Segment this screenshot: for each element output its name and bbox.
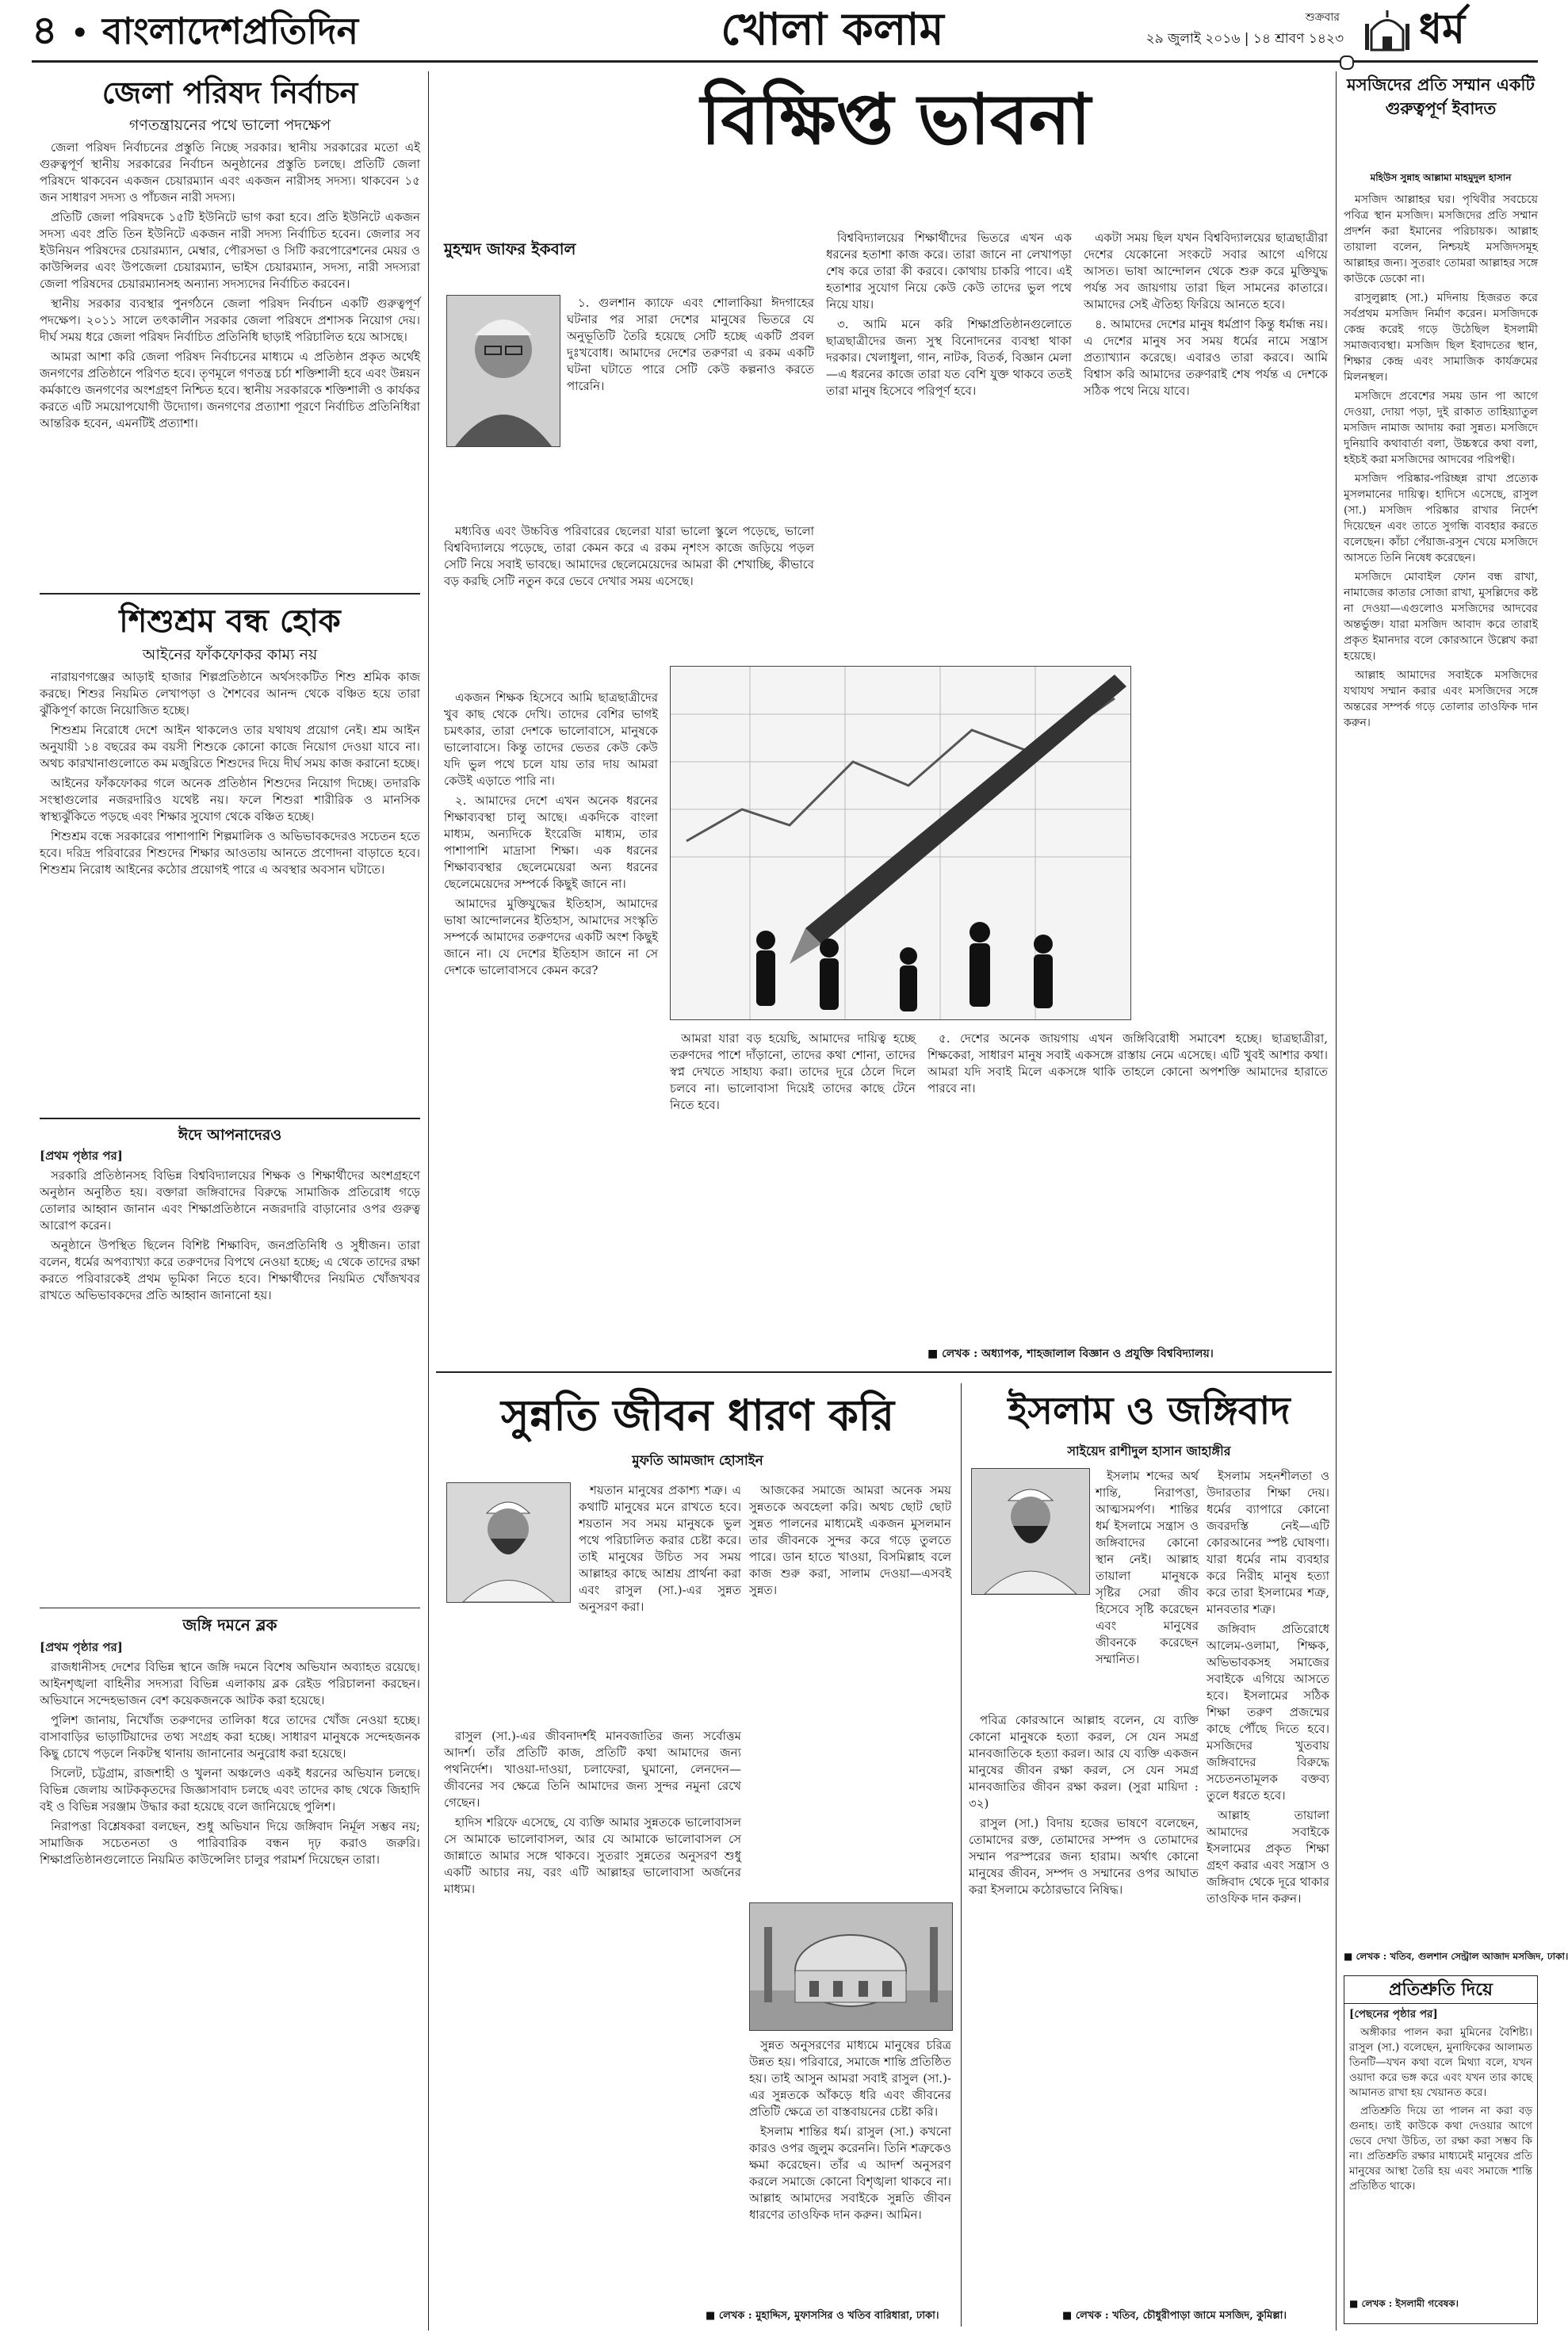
author-photo <box>446 295 560 447</box>
bullet-icon: • <box>71 17 89 49</box>
paper-name: বাংলাদেশপ্রতিদিন <box>102 10 359 52</box>
islam-paragraph: রাসুল (সা.) বিদায় হজের ভাষণে বলেছেন, তোমাদের রক্ত, তোমাদের সম্পদ ও তোমাদের সম্মান পরস্পরের জন্য হারাম। অর্থাৎ কোনো মানুষের জীবন, সম্পদ ও সম্মানের ওপর আঘাত করা ইসলামে কঠোরভাবে নিষিদ্ধ। <box>969 1816 1199 1897</box>
islam-col1-lower <box>969 1712 1199 2307</box>
main-article-paragraph: ২. আমাদের দেশে এখন অনেক ধরনের শিক্ষাব্যবস্থা চালু আছে। একদিকে বাংলা মাধ্যম, অন্যদিকে ইংরেজি মাধ্যম, তার পাশাপাশি মাদ্রাসা শিক্ষা। এক ধরনের শিক্ষাব্যবস্থার ছেলেমেয়েরা অন্য ধরনের ছেলেমেয়েদের সম্পর্কে কিছুই জানে না। <box>444 793 658 891</box>
sunnat-author-photo <box>446 1482 571 1603</box>
sunnat-paragraph: শয়তান মানুষের প্রকাশ্য শত্রু। এ কথাটি মানুষের মনে রাখতে হবে। শয়তান সব সময় মানুষকে ভুল পথে পরিচালিত করার চেষ্টা করে। তাই মানুষের উচিত সব সময় আল্লাহর কাছে আশ্রয় প্রার্থনা করা এবং রাসুল (সা.)-এর সুন্নত অনুসরণ করা। <box>579 1483 741 1614</box>
masjid-paragraph: মসজিদ আল্লাহর ঘর। পৃথিবীর সবচেয়ে পবিত্র স্থান মসজিদ। মসজিদের প্রতি সম্মান প্রদর্শন করা ইমানের পরিচায়ক। আল্লাহ তায়ালা বলেন, নিশ্চয়ই মসজিদসমূহ আল্লাহর জন্য। সুতরাং তোমরা আল্লাহর সঙ্গে কাউকে ডেকো না। <box>1344 193 1538 285</box>
sunnat-col1-top <box>579 1482 741 1720</box>
main-article-paragraph: ৪. আমাদের দেশের মানুষ ধর্মপ্রাণ কিন্তু ধর্মান্ধ নয়। এ দেশের মানুষ সব সময় ধর্মের নামে সন্ত্রাস প্রত্যাখ্যান করেছে। এবারও তারা করবে। আমি বিশ্বাস করি আমাদের তরুণরাই শেষ পর্যন্ত এ দেশকে সঠিক পথে নিয়ে যাবে। <box>1084 317 1328 398</box>
section-right-title: ধর্ম <box>1419 5 1466 53</box>
protisruti-paragraph: অঙ্গীকার পালন করা মুমিনের বৈশিষ্ট্য। রাসুল (সা.) বলেছেন, মুনাফিকের আলামত তিনটি—যখন কথা বলে মিথ্যা বলে, যখন ওয়াদা করে ভঙ্গ করে এবং যখন তার কাছে আমানত রাখা হয় খেয়ানত করে। <box>1349 2026 1532 2099</box>
islam-col1-top <box>1096 1468 1199 1706</box>
continued-jongi-paragraph: নিরাপত্তা বিশ্লেষকরা বলছেন, শুধু অভিযান দিয়ে জঙ্গিবাদ নির্মূল সম্ভব নয়; সামাজিক সচেতনতা ও পারিবারিক বন্ধন দৃঢ় করাও জরুরি। শিক্ষাপ্রতিষ্ঠানগুলোতে নিয়মিত কাউন্সেলিং চালুর পরামর্শ দিয়েছেন তারা। <box>40 1819 420 1867</box>
masjid-writer-note-text: লেখক : খতিব, গুলশান সেন্ট্রাল আজাদ মসজিদ, ঢাকা। <box>1356 1951 1568 1962</box>
issue-date: ২৯ জুলাই ২০১৬ | ১৪ শ্রাবণ ১৪২৩ <box>1145 31 1344 47</box>
islam-author-photo <box>971 1468 1090 1595</box>
main-article-writer-note-text: লেখক : অধ্যাপক, শাহজালাল বিজ্ঞান ও প্রযুক্তি বিশ্ববিদ্যালয়। <box>942 1348 1214 1360</box>
editorial1-paragraph: স্থানীয় সরকার ব্যবস্থার পুনর্গঠনে জেলা পরিষদ নির্বাচন একটি গুরুত্বপূর্ণ পদক্ষেপ। ২০১১ সালে তৎকালীন সরকার জেলা পরিষদে প্রশাসক নিয়োগ দেয়। দীর্ঘ সময় ধরে জেলা পরিষদ নির্বাচিত প্রতিনিধি ছাড়াই পরিচালিত হয়ে আসছে। <box>40 296 420 344</box>
main-article-writer-note <box>927 1344 1328 1363</box>
masthead-rule <box>32 60 1538 63</box>
protisruti-paragraph: প্রতিশ্রুতি দিয়ে তা পালন না করা বড় গুনাহ। তাই কাউকে কথা দেওয়ার আগে ভেবে দেখা উচিত, তা রক্ষা করা সম্ভব কি না। প্রতিশ্রুতি রক্ষার মাধ্যমেই মানুষের প্রতি মানুষের আস্থা তৈরি হয় এবং সমাজে শান্তি প্রতিষ্ঠিত থাকে। <box>1349 2105 1532 2193</box>
islam-paragraph: ইসলাম সহনশীলতা ও উদারতার শিক্ষা দেয়। ধর্মের ব্যাপারে কোনো জবরদস্তি নেই—এটি কোরআনের স্পষ্ট ঘোষণা। যারা ধর্মের নাম ব্যবহার করে নিরীহ মানুষ হত্যা করে তারা ইসলামের শত্রু, মানবতার শত্রু। <box>1207 1469 1329 1616</box>
continued-eid-paragraph: সরকারি প্রতিষ্ঠানসহ বিভিন্ন বিশ্ববিদ্যালয়ের শিক্ষক ও শিক্ষার্থীদের অংশগ্রহণে অনুষ্ঠান অনুষ্ঠিত হয়। বক্তারা জঙ্গিবাদের বিরুদ্ধে সামাজিক প্রতিরোধ গড়ে তোলার আহ্বান জানান এবং শিক্ষাপ্রতিষ্ঠানে নজরদারি বাড়ানোর ওপর গুরুত্ব আরোপ করেন। <box>40 1168 420 1233</box>
main-article-paragraph: মধ্যবিত্ত এবং উচ্চবিত্ত পরিবারের ছেলেরা যারা ভালো স্কুলে পড়েছে, ভালো বিশ্ববিদ্যালয়ে পড়েছে, তারা কেমন করে এ রকম নৃশংস কাজে জড়িয়ে পড়ল সেটি নিয়ে সবাই ভাবছে। আমাদের ছেলেমেয়েদের আমরা কী শেখাচ্ছি, কীভাবে বড় করছি সেটি নতুন করে ভেবে দেখার সময় এসেছে। <box>444 524 814 588</box>
sunnat-paragraph: সুন্নত অনুসরণের মাধ্যমে মানুষের চরিত্র উন্নত হয়। পরিবারে, সমাজে শান্তি প্রতিষ্ঠিত হয়। তাই আসুন আমরা সবাই রাসুল (সা.)-এর সুন্নতকে আঁকড়ে ধরি এবং জীবনের প্রতিটি ক্ষেত্রে তা বাস্তবায়নের চেষ্টা করি। <box>749 2038 951 2119</box>
main-article-illustration <box>670 666 1131 1020</box>
protisruti-writer-note <box>1344 2297 1537 2315</box>
square-bullet-icon: ■ <box>1349 2298 1362 2309</box>
islam-writer-note-text: লেখক : খতিব, চৌধুরীপাড়া জামে মসজিদ, কুমিল্লা। <box>1075 2310 1287 2322</box>
column-rule-left <box>428 71 429 2330</box>
continued-jongi-title: জঙ্গি দমনে ব্লক <box>182 1615 277 1635</box>
page-number-and-paper <box>32 5 444 55</box>
sunnat-writer-note-text: লেখক : মুহাদ্দিস, মুফাসসির ও খতিব বারিধারা, ঢাকা। <box>718 2310 939 2322</box>
editorial2-body <box>40 669 420 1110</box>
square-bullet-icon: ■ <box>1062 2310 1076 2322</box>
islam-col2 <box>1207 1468 1329 2300</box>
protisruti-title: প্রতিশ্রুতি দিয়ে <box>1344 1976 1537 2004</box>
protisruti-lead: [পেছনের পৃষ্ঠার পর] <box>1349 2008 1438 2021</box>
section-title: খোলা কলাম <box>721 3 944 55</box>
sunnat-paragraph: রাসুল (সা.)-এর জীবনাদর্শই মানবজাতির জন্য সর্বোত্তম আদর্শ। তাঁর প্রতিটি কাজ, প্রতিটি কথা আমাদের জন্য পথনির্দেশ। খাওয়া-দাওয়া, চলাফেরা, ঘুমানো, লেনদেন—জীবনের সব ক্ষেত্রে তিনি আমাদের জন্য সুন্দর নমুনা রেখে গেছেন। <box>444 1729 741 1810</box>
main-article-paragraph: আমাদের মুক্তিযুদ্ধের ইতিহাস, আমাদের ভাষা আন্দোলনের ইতিহাস, আমাদের সংস্কৃতি সম্পর্কে আমাদের তরুণদের একটি অংশ কিছুই জানে না। যে দেশের ইতিহাস জানে না সে দেশকে ভালোবাসবে কেমন করে? <box>444 897 658 977</box>
square-bullet-icon: ■ <box>1344 1951 1356 1962</box>
islam-article-title: ইসলাম ও জঙ্গিবাদ <box>1008 1389 1291 1433</box>
continued-divider <box>40 1118 420 1119</box>
islam-paragraph: জঙ্গিবাদ প্রতিরোধে আলেম-ওলামা, শিক্ষক, অভিভাবকসহ সমাজের সবাইকে এগিয়ে আসতে হবে। ইসলামের সঠিক শিক্ষা তরুণ প্রজন্মের কাছে পৌঁছে দিতে হবে। মসজিদের খুতবায় জঙ্গিবাদের বিরুদ্ধে সচেতনতামূলক বক্তব্য তুলে ধরতে হবে। <box>1207 1622 1329 1803</box>
main-article-paragraph: একজন শিক্ষক হিসেবে আমি ছাত্রছাত্রীদের খুব কাছ থেকে দেখি। তাদের বেশির ভাগই চমৎকার, তারা দেশকে ভালোবাসে, মানুষকে ভালোবাসে। কিন্তু তাদের ভেতর কেউ কেউ যদি ভুল পথে চলে যায় তার দায় আমরা কেউই এড়াতে পারি না। <box>444 690 658 788</box>
editorial2-paragraph: আইনের ফাঁকফোকর গলে অনেক প্রতিষ্ঠান শিশুদের নিয়োগ দিচ্ছে। তদারকি সংস্থাগুলোর নজরদারিও যথেষ্ট নয়। ফলে শিশুরা শারীরিক ও মানসিক স্বাস্থ্যঝুঁকিতে পড়ছে এবং শিক্ষার সুযোগ থেকে বঞ্চিত হচ্ছে। <box>40 776 420 824</box>
mosque-icon <box>1363 6 1411 54</box>
protisruti-writer-note-text: লেখক : ইসলামী গবেষক। <box>1361 2298 1459 2309</box>
main-article-title: বিক্ষিপ্ত ভাবনা <box>701 78 1091 160</box>
square-bullet-icon: ■ <box>706 2310 719 2322</box>
masjid-paragraph: মসজিদে প্রবেশের সময় ডান পা আগে দেওয়া, দোয়া পড়া, দুই রাকাত তাহিয়্যাতুল মসজিদ নামাজ আদায় করা সুন্নত। মসজিদে দুনিয়াবি কথাবার্তা বলা, উচ্চস্বরে কথা বলা, হইচই করা মসজিদের আদবের পরিপন্থী। <box>1344 390 1538 466</box>
masjid-article-title: মসজিদের প্রতি সম্মান একটি গুরুত্বপূর্ণ ইবাদত <box>1347 75 1535 118</box>
column-rule-right <box>1336 71 1337 2330</box>
sunnat-article-title: সুন্নতি জীবন ধারণ করি <box>500 1390 895 1440</box>
sunnat-paragraph: আজকের সমাজে আমরা অনেক সময় সুন্নতকে অবহেলা করি। অথচ ছোট ছোট সুন্নত পালনের মাধ্যমেই একজন মুসলমান তার জীবনকে সুন্দর করে গড়ে তুলতে পারে। ডান হাতে খাওয়া, বিসমিল্লাহ বলে কাজ শুরু করা, সালাম দেওয়া—এসবই সুন্নত। <box>749 1483 951 1597</box>
sunnat-col2-top <box>749 1482 951 1895</box>
continued-eid-lead: [প্রথম পৃষ্ঠার পর] <box>40 1149 123 1163</box>
editorial-divider <box>40 593 420 595</box>
masjid-paragraph: মসজিদে মোবাইল ফোন বন্ধ রাখা, নামাজের কাতার সোজা রাখা, মুসল্লিদের কষ্ট না দেওয়া—এগুলোও মসজিদের আদবের অন্তর্ভুক্ত। যারা মসজিদ আবাদ করে তারাই প্রকৃত ইমানদার বলে কোরআনে উল্লেখ করা হয়েছে। <box>1344 571 1538 663</box>
editorial2-title: শিশুশ্রম বন্ধ হোক <box>119 602 341 640</box>
main-article-col2-lower <box>670 1030 916 1348</box>
sunnat-writer-note <box>706 2308 951 2326</box>
sunnat-paragraph: ইসলাম শান্তির ধর্ম। রাসুল (সা.) কখনো কারও ওপর জুলুম করেননি। তিনি শত্রুকেও ক্ষমা করেছেন। তাঁর এ আদর্শ অনুসরণ করলে সমাজে কোনো বিশৃঙ্খলা থাকবে না। আল্লাহ আমাদের সবাইকে সুন্নতি জীবন ধারণের তাওফিক দান করুন। আমিন। <box>749 2124 951 2222</box>
islam-writer-note <box>1062 2308 1332 2326</box>
editorial1-paragraph: জেলা পরিষদ নির্বাচনের প্রস্তুতি নিচ্ছে সরকার। স্থানীয় সরকারের মতো এই গুরুত্বপূর্ণ স্থানীয় সরকারের নির্বাচন অনুষ্ঠানের প্রস্তুতি চলছে। প্রতিটি জেলা পরিষদে থাকবেন একজন চেয়ারম্যান এবং একজন নারীসহ সদস্য। থাকবেন ১৫ জন সাধারণ সদস্য ও পাঁচজন নারী সদস্য। <box>40 140 420 205</box>
rule-circle-icon <box>1340 55 1354 70</box>
sunnat-paragraph: হাদিস শরিফে এসেছে, যে ব্যক্তি আমার সুন্নতকে ভালোবাসল সে আমাকে ভালোবাসল, আর যে আমাকে ভালোবাসল সে জান্নাতে আমার সঙ্গে থাকবে। সুতরাং সুন্নতের অনুসরণ শুধু একটি আচার নয়, বরং এটি আল্লাহর ভালোবাসা অর্জনের মাধ্যম। <box>444 1815 741 1896</box>
main-article-paragraph: একটা সময় ছিল যখন বিশ্ববিদ্যালয়ের ছাত্রছাত্রীরা দেশের যেকোনো সংকটে সবার আগে এগিয়ে আসত। ভাষা আন্দোলন থেকে শুরু করে মুক্তিযুদ্ধ পর্যন্ত সব জায়গায় তারা ছিল সামনের কাতারে। আমাদের সেই ঐতিহ্য ফিরিয়ে আনতে হবে। <box>1084 231 1328 312</box>
main-article-col2 <box>826 230 1072 650</box>
editorial1-paragraph: আমরা আশা করি জেলা পরিষদ নির্বাচনের মাধ্যমে এ প্রতিষ্ঠান প্রকৃত অর্থেই জনগণের প্রতিষ্ঠানে পরিণত হবে। তৃণমূলে গণতন্ত্র চর্চা শক্তিশালী হবে এবং উন্নয়ন কর্মকাণ্ডে জনগণের অংশগ্রহণ নিশ্চিত হবে। স্থানীয় সরকারকে শক্তিশালী ও কার্যকর করতে এটি সময়োপযোগী উদ্যোগ। জনগণের প্রত্যাশা পূরণে নির্বাচিত প্রতিনিধিরা আন্তরিক হবেন, এমনটিই প্রত্যাশা। <box>40 350 420 430</box>
square-bullet-icon: ■ <box>927 1348 943 1360</box>
masjid-writer-note <box>1344 1950 1568 1967</box>
editorial2-paragraph: শিশুশ্রম নিরোধে দেশে আইন থাকলেও তার যথাযথ প্রয়োগ নেই। শ্রম আইন অনুযায়ী ১৪ বছরের কম বয়সী শিশুকে কোনো কাজে নিয়োগ দেওয়া যাবে না। অথচ কারখানাগুলোতে কম মজুরিতে শিশুদের দিয়ে দীর্ঘ সময় কাজ করানো হচ্ছে। <box>40 723 420 770</box>
islam-paragraph: পবিত্র কোরআনে আল্লাহ বলেন, যে ব্যক্তি কোনো মানুষকে হত্যা করল, সে যেন সমগ্র মানবজাতিকে হত্যা করল। আর যে ব্যক্তি একজন মানুষের জীবন রক্ষা করল, সে যেন সমগ্র মানবজাতির জীবন রক্ষা করল। (সুরা মায়িদা : ৩২) <box>969 1713 1199 1810</box>
sunnat-col2-lower <box>749 2037 951 2307</box>
sunnat-article-author: মুফতি আমজাদ হোসাইন <box>632 1453 763 1469</box>
continued-jongi-paragraph: রাজধানীসহ দেশের বিভিন্ন স্থানে জঙ্গি দমনে বিশেষ অভিযান অব্যাহত রয়েছে। আইনশৃঙ্খলা বাহিনীর সদস্যরা বিভিন্ন এলাকায় ব্লক রেইড পরিচালনা করছেন। অভিযানে সন্দেহভাজন বেশ কয়েকজনকে আটক করা হয়েছে। <box>40 1660 420 1707</box>
masjid-article-author: মহিউস সুন্নাহ আল্লামা মাহমুদুল হাসান <box>1370 172 1512 183</box>
main-article-col1-mid <box>444 523 814 682</box>
masjid-paragraph: রাসুলুল্লাহ (সা.) মদিনায় হিজরত করে সর্বপ্রথম মসজিদ নির্মাণ করেন। মসজিদকে কেন্দ্র করেই গড়ে উঠেছিল ইসলামী সমাজব্যবস্থা। মসজিদ ছিল ইবাদতের স্থান, শিক্ষার কেন্দ্র এবং সামাজিক কার্যক্রমের মিলনস্থল। <box>1344 292 1538 384</box>
editorial1-title: জেলা পরিষদ নির্বাচন <box>101 75 358 110</box>
weekday: শুক্রবার <box>1305 11 1340 24</box>
continued-eid-body <box>40 1148 420 1600</box>
protisruti-body <box>1344 2004 1537 2297</box>
main-article-paragraph: বিশ্ববিদ্যালয়ের শিক্ষার্থীদের ভিতরে এখন এক ধরনের হতাশা কাজ করে। তারা জানে না লেখাপড়া শেষ করে তারা কী করবে। কোথায় চাকরি পাবে। এই হতাশার সুযোগ নিয়ে কেউ কেউ তাদের ভুল পথে নিয়ে যায়। <box>826 231 1072 312</box>
main-article-paragraph: ১. গুলশান ক্যাফে এবং শোলাকিয়া ঈদগাহের ঘটনার পর সারা দেশের মানুষের ভিতরে যে অনুভূতিটি তৈরি হয়েছে সেটি হচ্ছে একটি প্রবল দুঃখবোধ। আমাদের দেশের তরুণরা এ রকম একটি ঘটনা ঘটাতে পারে সেটি কেউ কল্পনাও করতে পারেনি। <box>567 296 814 393</box>
continued-jongi-paragraph: পুলিশ জানায়, নিখোঁজ তরুণদের তালিকা ধরে তাদের খোঁজ নেওয়া হচ্ছে। বাসাবাড়ির ভাড়াটিয়াদের তথ্য সংগ্রহ করা হচ্ছে। সাধারণ মানুষকে সন্দেহজনক কিছু চোখে পড়লে নিকটস্থ থানায় জানানোর অনুরোধ করা হয়েছে। <box>40 1713 420 1761</box>
editorial2-paragraph: নারায়ণগঞ্জের আড়াই হাজার শিল্পপ্রতিষ্ঠানে অর্থসংকটিত শিশু শ্রমিক কাজ করছে। শিশুর নিয়মিত লেখাপড়া ও শৈশবের আনন্দ থেকে বঞ্চিত হয়ে তারা ঝুঁকিপূর্ণ কাজে নিয়োজিত হচ্ছে। <box>40 670 420 717</box>
islam-paragraph: আল্লাহ তায়ালা আমাদের সবাইকে ইসলামের প্রকৃত শিক্ষা গ্রহণ করার এবং সন্ত্রাস ও জঙ্গিবাদ থেকে দূরে থাকার তাওফিক দান করুন। <box>1207 1808 1329 1906</box>
main-article-col3-lower <box>927 1030 1328 1340</box>
islam-article-author: সাইয়েদ রাশীদুল হাসান জাহাঙ্গীর <box>1067 1443 1231 1459</box>
page-number: ৪ <box>32 6 58 53</box>
continued-eid-title: ঈদে আপনাদেরও <box>178 1126 282 1144</box>
masjid-paragraph: আল্লাহ আমাদের সবাইকে মসজিদের যথাযথ সম্মান করার এবং মসজিদের সঙ্গে অন্তরের সম্পর্ক গড়ে তোলার তাওফিক দান করুন। <box>1344 669 1538 729</box>
main-article-col1-lower <box>444 690 658 1252</box>
main-article-paragraph: আমরা যারা বড় হয়েছি, আমাদের দায়িত্ব হচ্ছে তরুণদের পাশে দাঁড়ানো, তাদের কথা শোনা, তাদের স্বপ্ন দেখতে সাহায্য করা। তাদের দূরে ঠেলে দিলে চলবে না। ভালোবাসা দিয়েই তাদের কাছে টেনে নিতে হবে। <box>670 1031 916 1112</box>
editorial1-subtitle: গণতন্ত্রায়নের পথে ভালো পদক্ষেপ <box>128 117 331 134</box>
main-article-col1-top <box>567 295 814 517</box>
editorial1-body <box>40 140 420 583</box>
mosque-photo <box>749 1902 953 2031</box>
continued-jongi-paragraph: সিলেট, চট্টগ্রাম, রাজশাহী ও খুলনা অঞ্চলেও একই ধরনের অভিযান চলছে। বিভিন্ন জেলায় আটককৃতদের জিজ্ঞাসাবাদ চলছে এবং তাদের কাছ থেকে জিহাদি বই ও বিভিন্ন সরঞ্জাম উদ্ধার করা হয়েছে বলে জানিয়েছে পুলিশ। <box>40 1766 420 1814</box>
main-article-bottom-rule <box>436 1371 1332 1373</box>
masjid-article-body <box>1344 192 1538 1945</box>
main-article-paragraph: ৩. আমি মনে করি শিক্ষাপ্রতিষ্ঠানগুলোতে ছাত্রছাত্রীদের জন্য সুস্থ বিনোদনের ব্যবস্থা থাকা দরকার। খেলাধুলা, গান, নাটক, বিতর্ক, বিজ্ঞান মেলা—এ ধরনের কাজে তারা যত বেশি যুক্ত থাকবে ততই তারা মানুষ হিসেবে পরিপূর্ণ হবে। <box>826 317 1072 398</box>
editorial1-paragraph: প্রতিটি জেলা পরিষদকে ১৫টি ইউনিটে ভাগ করা হবে। প্রতি ইউনিটে একজন সদস্য এবং প্রতি তিন ইউনিটে একজন নারী সদস্য নির্বাচিত হবেন। জেলার সব ইউনিয়ন পরিষদের চেয়ারম্যান, মেম্বার, পৌরসভা ও সিটি করপোরেশনের মেয়র ও কাউন্সিলর এবং উপজেলা চেয়ারম্যান, ভাইস চেয়ারম্যান, সদস্য, নারী সদস্যরা জেলা পরিষদের চেয়ারম্যানসহ অন্যান্য সদস্যদের নির্বাচিত করবেন। <box>40 210 420 291</box>
editorial2-subtitle: আইনের ফাঁকফোকর কাম্য নয় <box>142 646 318 663</box>
continued-jongi-lead: [প্রথম পৃষ্ঠার পর] <box>40 1640 123 1654</box>
editorial2-paragraph: শিশুশ্রম বন্ধে সরকারের পাশাপাশি শিল্পমালিক ও অভিভাবকদেরও সচেতন হতে হবে। দরিদ্র পরিবারের শিশুদের শিক্ষার আওতায় আনতে প্রণোদনা বাড়াতে হবে। শিশুশ্রম নিরোধ আইনের কঠোর প্রয়োগই পারে এ অবস্থার অবসান ঘটাতে। <box>40 829 420 877</box>
continued-eid-paragraph: অনুষ্ঠানে উপস্থিত ছিলেন বিশিষ্ট শিক্ষাবিদ, জনপ্রতিনিধি ও সুধীজন। তারা বলেন, ধর্মের অপব্যাখ্যা করে তরুণদের বিপথে নেওয়া হচ্ছে; এ থেকে তাদের রক্ষা করতে পরিবারকেই প্রথম ভূমিকা নিতে হবে। শিক্ষার্থীদের নিয়মিত খোঁজখবর রাখতে অভিভাবকদের প্রতি আহ্বান জানানো হয়। <box>40 1238 420 1302</box>
sunnat-col1-lower <box>444 1728 741 2323</box>
bottom-column-rule <box>961 1383 962 2327</box>
continued-jongi-body <box>40 1639 420 2321</box>
main-article-paragraph: ৫. দেশের অনেক জায়গায় এখন জঙ্গিবিরোধী সমাবেশ হচ্ছে। ছাত্রছাত্রীরা, শিক্ষকেরা, সাধারণ মানুষ সবাই একসঙ্গে রাস্তায় নেমে এসেছে। এটি খুবই আশার কথা। আমরা যদি সবাই মিলে একসঙ্গে থাকি তাহলে কোনো অপশক্তি আমাদের হারাতে পারবে না। <box>927 1031 1328 1095</box>
masjid-paragraph: মসজিদ পরিষ্কার-পরিচ্ছন্ন রাখা প্রত্যেক মুসলমানের দায়িত্ব। হাদিসে এসেছে, রাসুল (সা.) মসজিদ পরিষ্কার রাখার নির্দেশ দিয়েছেন এবং তাতে সুগন্ধি ব্যবহার করতে বলেছেন। কাঁচা পেঁয়াজ-রসুন খেয়ে মসজিদে আসতে তিনি নিষেধ করেছেন। <box>1344 472 1538 564</box>
islam-paragraph: ইসলাম শব্দের অর্থ শান্তি, নিরাপত্তা, আত্মসমর্পণ। শান্তির ধর্ম ইসলামে সন্ত্রাস ও জঙ্গিবাদের কোনো স্থান নেই। আল্লাহ তায়ালা মানুষকে সৃষ্টির সেরা জীব হিসেবে সৃষ্টি করেছেন এবং মানুষের জীবনকে করেছেন সম্মানিত। <box>1096 1469 1199 1666</box>
main-article-col3 <box>1084 230 1328 650</box>
main-article-author: মুহম্মদ জাফর ইকবাল <box>444 239 576 258</box>
protisruti-box <box>1344 1975 1538 2324</box>
